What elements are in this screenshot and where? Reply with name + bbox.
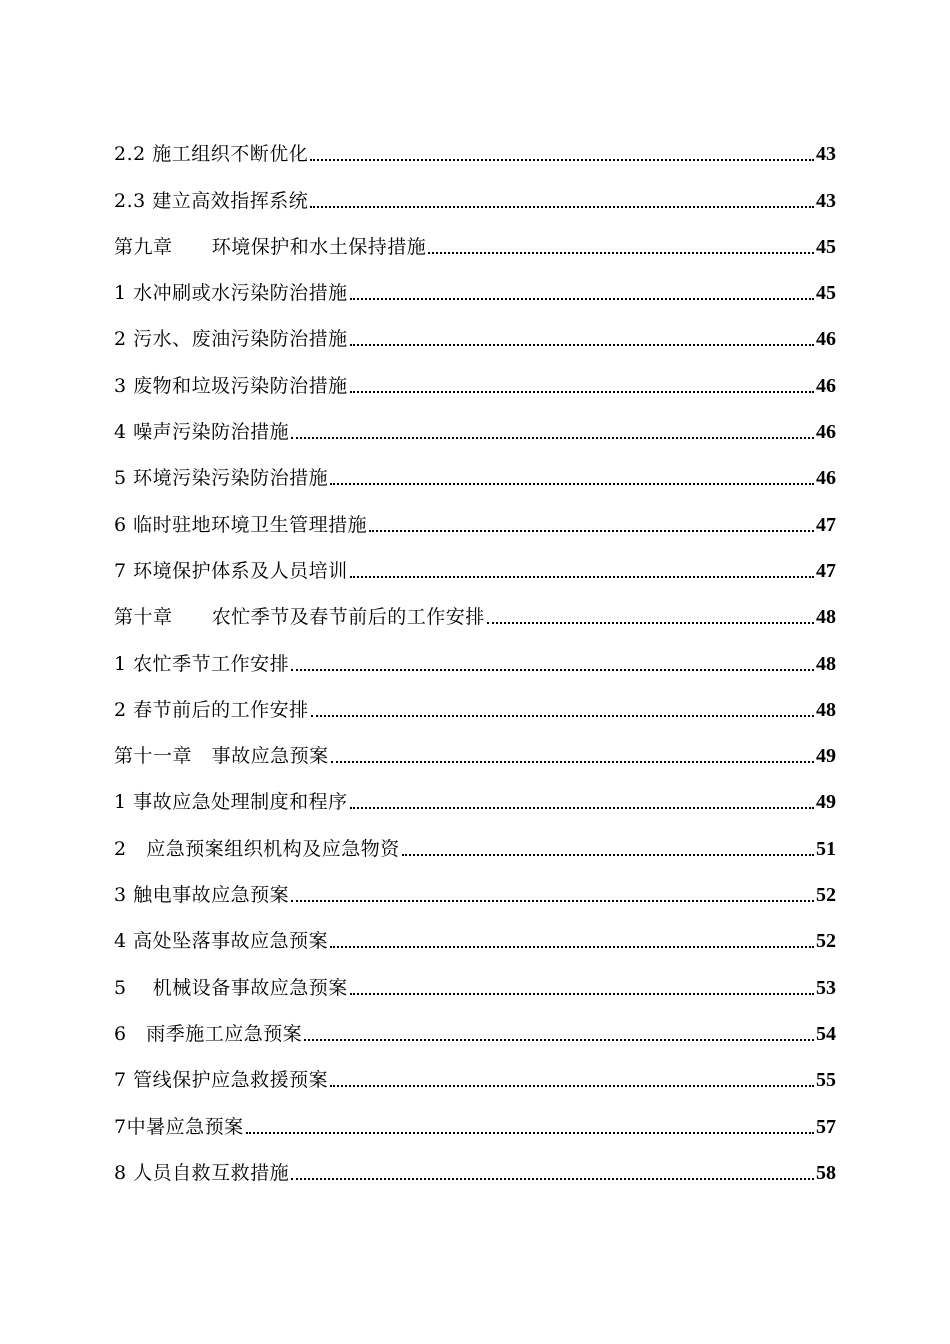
toc-dot-leader — [350, 807, 814, 809]
toc-entry-page: 49 — [816, 791, 836, 814]
toc-entry-title: 2.2 施工组织不断优化 — [114, 143, 309, 166]
toc-entry-title: 4 高处坠落事故应急预案 — [114, 930, 329, 953]
toc-dot-leader — [330, 1085, 814, 1087]
toc-entry-page: 47 — [816, 559, 836, 582]
toc-entry[interactable] — [114, 917, 836, 963]
toc-entry-page: 57 — [816, 1115, 836, 1138]
toc-entry-title: 1 水冲刷或水污染防治措施 — [114, 282, 348, 305]
toc-entry-title: 5 环境污染污染防治措施 — [114, 467, 329, 490]
toc-entry-page: 48 — [816, 698, 836, 721]
toc-entry-title: 4 噪声污染防治措施 — [114, 421, 290, 444]
toc-dot-leader — [350, 391, 814, 393]
toc-dot-leader — [311, 715, 814, 717]
toc-dot-leader — [291, 1178, 814, 1180]
toc-dot-leader — [369, 530, 814, 532]
toc-entry[interactable] — [114, 500, 836, 546]
toc-dot-leader — [310, 159, 814, 161]
toc-entry[interactable] — [114, 454, 836, 500]
toc-entry-title: 1 事故应急处理制度和程序 — [114, 791, 348, 814]
toc-dot-leader — [402, 854, 814, 856]
toc-entry-title: 5 机械设备事故应急预案 — [114, 976, 348, 999]
toc-entry-page: 55 — [816, 1069, 836, 1092]
toc-entry-page: 48 — [816, 606, 836, 629]
toc-entry-page: 45 — [816, 235, 836, 258]
toc-entry[interactable] — [114, 593, 836, 639]
toc-entry-page: 45 — [816, 282, 836, 305]
toc-entry-page: 49 — [816, 745, 836, 768]
table-of-contents — [114, 130, 836, 1195]
toc-dot-leader — [331, 761, 814, 763]
toc-entry-title: 3 废物和垃圾污染防治措施 — [114, 374, 348, 397]
toc-entry-title: 第九章 环境保护和水土保持措施 — [114, 235, 427, 258]
toc-entry-title: 2.3 建立高效指挥系统 — [114, 189, 309, 212]
toc-entry-page: 51 — [816, 837, 836, 860]
toc-entry[interactable] — [114, 176, 836, 222]
toc-dot-leader — [330, 946, 814, 948]
toc-entry[interactable] — [114, 361, 836, 407]
toc-dot-leader — [350, 993, 814, 995]
toc-entry-page: 46 — [816, 467, 836, 490]
toc-entry-title: 1 农忙季节工作安排 — [114, 652, 290, 675]
toc-entry[interactable] — [114, 732, 836, 778]
toc-entry-page: 54 — [816, 1022, 836, 1045]
toc-entry-title: 7 环境保护体系及人员培训 — [114, 559, 348, 582]
toc-entry-page: 47 — [816, 513, 836, 536]
toc-dot-leader — [350, 344, 814, 346]
toc-dot-leader — [291, 669, 814, 671]
toc-entry[interactable] — [114, 269, 836, 315]
toc-dot-leader — [310, 206, 814, 208]
toc-entry[interactable] — [114, 1056, 836, 1102]
toc-entry[interactable] — [114, 315, 836, 361]
toc-entry-page: 48 — [816, 652, 836, 675]
toc-entry-page: 46 — [816, 421, 836, 444]
toc-entry-title: 第十一章 事故应急预案 — [114, 745, 329, 768]
toc-dot-leader — [350, 298, 814, 300]
toc-entry[interactable] — [114, 963, 836, 1009]
toc-entry[interactable] — [114, 408, 836, 454]
toc-entry[interactable] — [114, 824, 836, 870]
toc-dot-leader — [330, 483, 814, 485]
toc-entry[interactable] — [114, 686, 836, 732]
toc-entry[interactable] — [114, 547, 836, 593]
toc-entry-title: 第十章 农忙季节及春节前后的工作安排 — [114, 606, 485, 629]
toc-entry-page: 46 — [816, 328, 836, 351]
toc-dot-leader — [350, 576, 814, 578]
toc-entry-page: 52 — [816, 884, 836, 907]
toc-entry-title: 7中暑应急预案 — [114, 1115, 244, 1138]
toc-entry-page: 46 — [816, 374, 836, 397]
toc-entry[interactable] — [114, 871, 836, 917]
toc-entry[interactable] — [114, 778, 836, 824]
toc-dot-leader — [428, 252, 814, 254]
toc-entry[interactable] — [114, 130, 836, 176]
toc-entry-title: 2 春节前后的工作安排 — [114, 698, 309, 721]
toc-entry[interactable] — [114, 639, 836, 685]
toc-entry-title: 6 临时驻地环境卫生管理措施 — [114, 513, 368, 536]
toc-entry-title: 3 触电事故应急预案 — [114, 884, 290, 907]
toc-entry-title: 7 管线保护应急救援预案 — [114, 1069, 329, 1092]
toc-entry-title: 6 雨季施工应急预案 — [114, 1022, 303, 1045]
toc-dot-leader — [291, 437, 814, 439]
toc-entry-page: 53 — [816, 976, 836, 999]
toc-dot-leader — [291, 900, 814, 902]
toc-dot-leader — [487, 622, 814, 624]
toc-entry-title: 8 人员自救互救措施 — [114, 1161, 290, 1184]
toc-dot-leader — [304, 1039, 814, 1041]
toc-entry[interactable] — [114, 223, 836, 269]
toc-entry-title: 2 污水、废油污染防治措施 — [114, 328, 348, 351]
toc-entry-page: 43 — [816, 189, 836, 212]
toc-entry[interactable] — [114, 1010, 836, 1056]
toc-entry[interactable] — [114, 1102, 836, 1148]
toc-entry[interactable] — [114, 1149, 836, 1195]
toc-entry-page: 58 — [816, 1161, 836, 1184]
toc-entry-title: 2 应急预案组织机构及应急物资 — [114, 837, 400, 860]
toc-entry-page: 52 — [816, 930, 836, 953]
toc-entry-page: 43 — [816, 143, 836, 166]
toc-dot-leader — [246, 1132, 814, 1134]
